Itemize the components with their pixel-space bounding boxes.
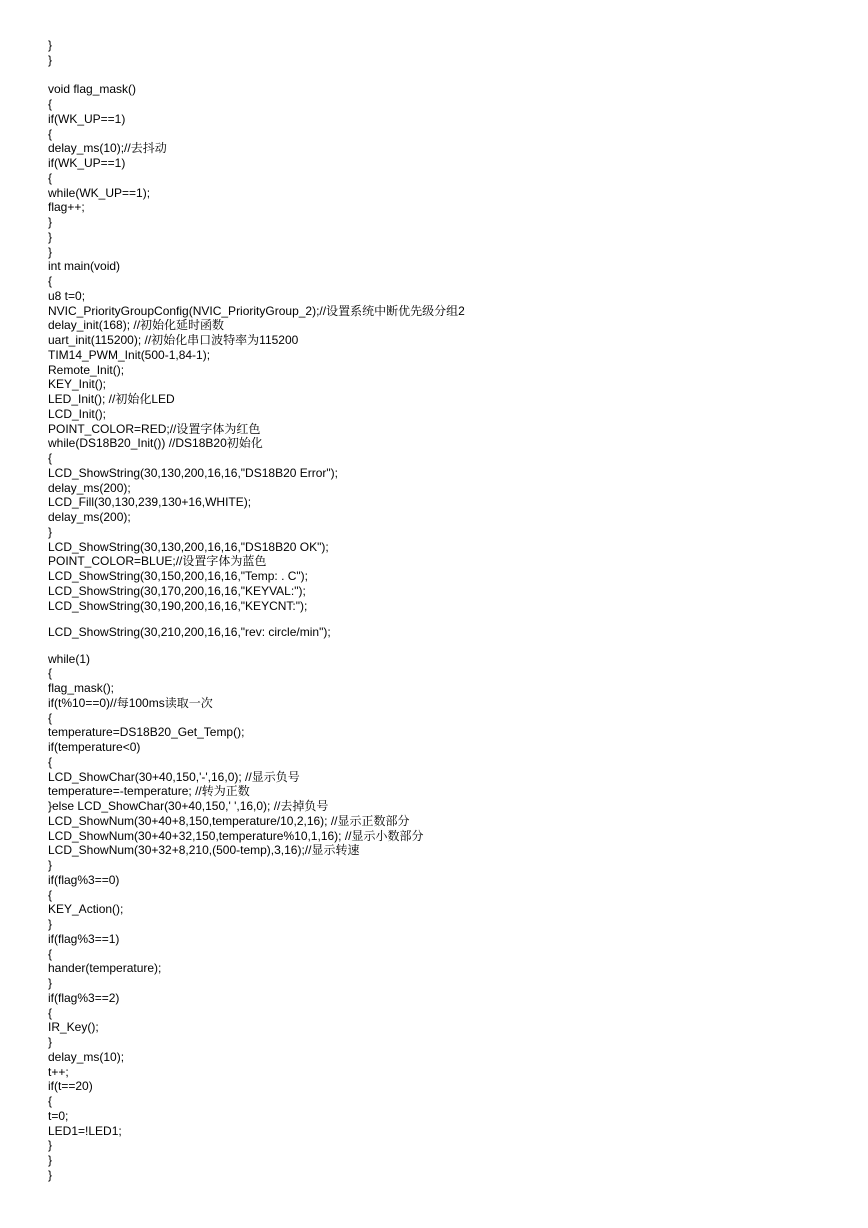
blank-line (48, 640, 848, 652)
code-line: void flag_mask() (48, 82, 137, 97)
code-line: POINT_COLOR=RED;//设置字体为红色 (48, 421, 261, 436)
code-line: { (48, 887, 53, 902)
code-line: } (48, 52, 53, 67)
code-line: KEY_Init(); (48, 377, 107, 392)
code-line: { (48, 126, 53, 141)
code-line: } (48, 858, 53, 872)
code-line: { (48, 710, 53, 725)
code-line: } (48, 1153, 53, 1167)
code-line: { (48, 170, 53, 185)
code-line: temperature=DS18B20_Get_Temp(); (48, 725, 245, 740)
code-line: { (48, 666, 53, 681)
code-line: IR_Key(); (48, 1020, 99, 1035)
code-line: if(flag%3==1) (48, 931, 120, 946)
code-line: } (48, 229, 53, 244)
code-line: uart_init(115200); //初始化串口波特率为115200 (48, 333, 299, 347)
blank-line (48, 68, 848, 83)
code-line: LED_Init(); //初始化LED (48, 392, 175, 406)
code-line: }else LCD_ShowChar(30+40,150,' ',16,0); //去掉负号 (48, 799, 329, 813)
blank-line (48, 613, 848, 625)
code-line: if(flag%3==0) (48, 872, 120, 887)
code-line: LCD_ShowNum(30+32+8,210,(500-temp),3,16);//显示转速 (48, 843, 360, 858)
code-line: TIM14_PWM_Init(500-1,84-1); (48, 347, 211, 362)
code-line: t++; (48, 1064, 69, 1079)
code-line: if(temperature<0) (48, 740, 141, 754)
code-line: while(WK_UP==1); (48, 185, 151, 200)
code-line: } (48, 38, 53, 52)
code-line: if(WK_UP==1) (48, 111, 126, 126)
code-line: { (48, 1005, 53, 1020)
code-line: LCD_ShowString(30,210,200,16,16,"rev: circle/min"); (48, 625, 331, 639)
code-line: { (48, 97, 53, 111)
code-line: delay_ms(10);//去抖动 (48, 141, 167, 156)
code-line: } (48, 1035, 53, 1049)
code-line: LCD_ShowString(30,130,200,16,16,"DS18B20 OK"); (48, 539, 329, 554)
code-line: t=0; (48, 1108, 69, 1123)
code-line: hander(temperature); (48, 961, 162, 976)
code-line: temperature=-temperature; //转为正数 (48, 784, 250, 799)
code-line: if(WK_UP==1) (48, 156, 126, 170)
code-line: NVIC_PriorityGroupConfig(NVIC_PriorityGroup_2);//设置系统中断优先级分组2 (48, 303, 465, 318)
code-line: LCD_ShowString(30,170,200,16,16,"KEYVAL:"); (48, 583, 306, 598)
code-line: if(t==20) (48, 1079, 93, 1094)
code-line: KEY_Action(); (48, 902, 124, 917)
code-line: } (48, 976, 53, 990)
code-line: } (48, 1138, 53, 1153)
code-line: { (48, 1094, 53, 1108)
code-line: delay_ms(200); (48, 480, 131, 495)
code-line: delay_ms(200); (48, 510, 131, 524)
code-line: while(1) (48, 651, 91, 666)
code-document (48, 38, 848, 1197)
code-line: if(flag%3==2) (48, 990, 120, 1005)
code-line: LCD_ShowNum(30+40+8,150,temperature/10,2,16); //显示正数部分 (48, 813, 410, 828)
code-line: } (48, 244, 53, 259)
code-line: flag++; (48, 200, 85, 215)
code-line: LED1=!LED1; (48, 1123, 122, 1138)
code-line: } (48, 917, 53, 931)
code-line: delay_init(168); //初始化延时函数 (48, 318, 225, 333)
code-line (48, 1183, 848, 1198)
code-line: LCD_ShowString(30,150,200,16,16,"Temp: . C"); (48, 569, 308, 583)
code-line: { (48, 946, 53, 961)
code-line: { (48, 754, 53, 769)
code-line: LCD_ShowChar(30+40,150,'-',16,0); //显示负号 (48, 769, 300, 784)
code-line: } (48, 524, 53, 539)
code-line: { (48, 274, 53, 288)
code-line: Remote_Init(); (48, 362, 125, 377)
code-line: LCD_ShowString(30,190,200,16,16,"KEYCNT:"); (48, 598, 308, 613)
code-line: POINT_COLOR=BLUE;//设置字体为蓝色 (48, 554, 267, 569)
code-line: } (48, 215, 53, 229)
code-line: { (48, 451, 53, 465)
code-line: LCD_ShowNum(30+40+32,150,temperature%10,1,16); //显示小数部分 (48, 828, 424, 843)
code-line: } (48, 1167, 53, 1182)
code-line: LCD_ShowString(30,130,200,16,16,"DS18B20 Error"); (48, 465, 339, 480)
code-line: while(DS18B20_Init()) //DS18B20初始化 (48, 436, 263, 451)
code-line: if(t%10==0)//每100ms读取一次 (48, 695, 213, 710)
code-line: flag_mask(); (48, 681, 115, 695)
code-line: LCD_Fill(30,130,239,130+16,WHITE); (48, 495, 252, 510)
code-line: int main(void) (48, 259, 121, 274)
code-line: LCD_Init(); (48, 406, 107, 421)
code-line: u8 t=0; (48, 288, 86, 303)
code-line: delay_ms(10); (48, 1049, 125, 1064)
